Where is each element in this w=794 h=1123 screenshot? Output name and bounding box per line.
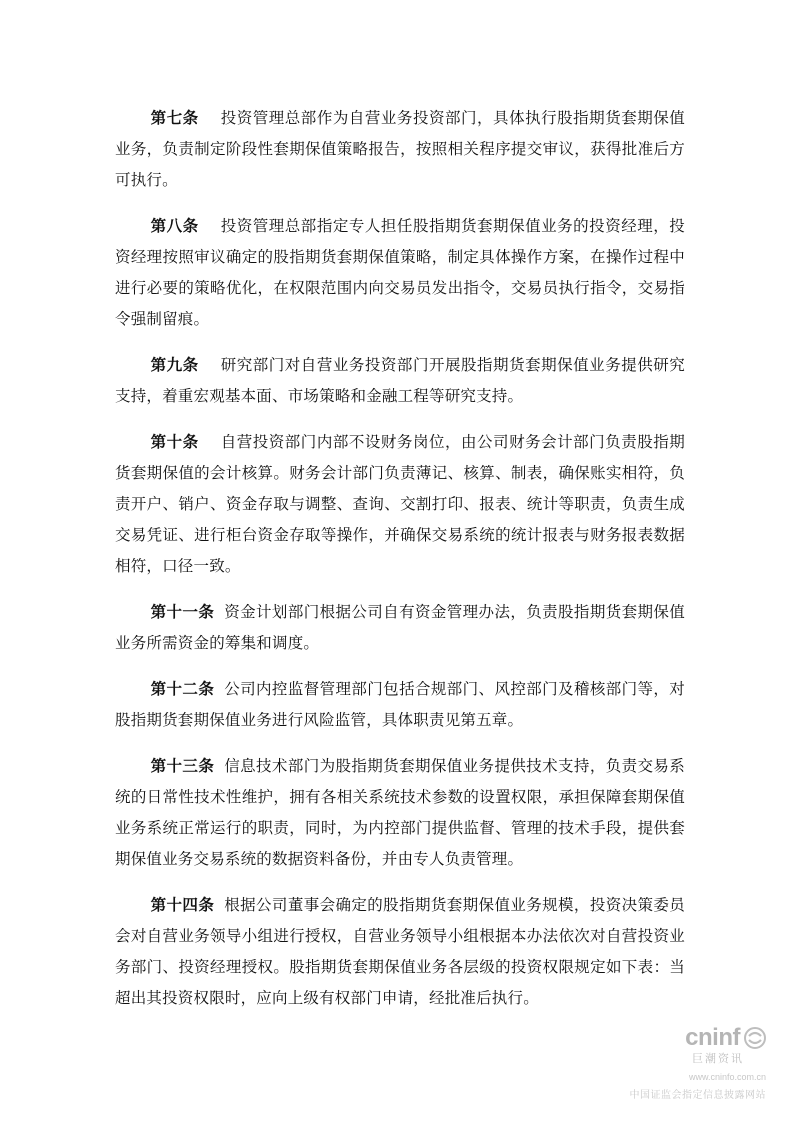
document-body [115, 102, 685, 1028]
article-text: 研究部门对自营业务投资部门开展股指期货套期保值业务提供研究支持，着重宏观基本面、市场策略和金融工程等研究支持。 [115, 356, 685, 405]
article-number: 第十一条 [150, 602, 215, 621]
article-text: 公司内控监督管理部门包括合规部门、风控部门及稽核部门等，对股指期货套期保值业务进行风险监管，具体职责见第五章。 [115, 680, 685, 729]
article-text: 自营投资部门内部不设财务岗位，由公司财务会计部门负责股指期货套期保值的会计核算。财务会计部门负责薄记、核算、制表，确保账实相符，负责开户、销户、资金存取与调整、查询、交割打印、报表、统计等职责，负责生成交易凭证、进行柜台资金存取等操作，并确保交易系统的统计报表与财务报表数据相符，口径一致。 [115, 433, 685, 575]
article-7 [115, 102, 685, 196]
watermark-url: www.cninfo.com.cn [688, 1072, 766, 1082]
watermark-logo [616, 1024, 766, 1052]
article-10 [115, 426, 685, 582]
article-text: 根据公司董事会确定的股指期货套期保值业务规模，投资决策委员会对自营业务领导小组进行授权，自营业务领导小组根据本办法依次对自营投资业务部门、投资经理授权。股指期货套期保值业务各层级的投资权限规定如下表：当超出其投资权限时，应向上级有权部门申请，经批准后执行。 [115, 896, 685, 1007]
article-number: 第九条 [150, 355, 199, 374]
article-14 [115, 889, 685, 1014]
article-text: 资金计划部门根据公司自有资金管理办法，负责股指期货套期保值业务所需资金的筹集和调度。 [115, 603, 685, 652]
watermark-logo-cn: 巨潮资讯 [692, 1052, 744, 1065]
article-13 [115, 750, 685, 875]
article-number: 第十条 [150, 432, 199, 451]
cninfo-watermark [616, 1024, 766, 1101]
watermark-site-caption: 中国证监会指定信息披露网站 [629, 1090, 766, 1101]
article-number: 第十三条 [150, 756, 215, 775]
article-text: 信息技术部门为股指期货套期保值业务提供技术支持，负责交易系统的日常性技术性维护，拥有各相关系统技术参数的设置权限，承担保障套期保值业务系统正常运行的职责，同时，为内控部门提供监督、管理的技术手段，提供套期保值业务交易系统的数据资料备份，并由专人负责管理。 [115, 757, 685, 868]
article-9 [115, 349, 685, 412]
article-number: 第十四条 [150, 895, 215, 914]
article-12 [115, 673, 685, 736]
article-number: 第十二条 [150, 679, 215, 698]
article-text: 投资管理总部指定专人担任股指期货套期保值业务的投资经理，投资经理按照审议确定的股指期货套期保值策略，制定具体操作方案，在操作过程中进行必要的策略优化，在权限范围内向交易员发出指令，交易员执行指令，交易指令强制留痕。 [115, 217, 685, 328]
cninf-swirl-logo-icon [744, 1027, 766, 1049]
article-text: 投资管理总部作为自营业务投资部门，具体执行股指期货套期保值业务，负责制定阶段性套期保值策略报告，按照相关程序提交审议，获得批准后方可执行。 [115, 109, 685, 189]
article-number: 第八条 [150, 216, 199, 235]
article-11 [115, 596, 685, 659]
article-number: 第七条 [150, 108, 199, 127]
article-8 [115, 210, 685, 335]
watermark-logo-text: cninf [685, 1024, 740, 1051]
